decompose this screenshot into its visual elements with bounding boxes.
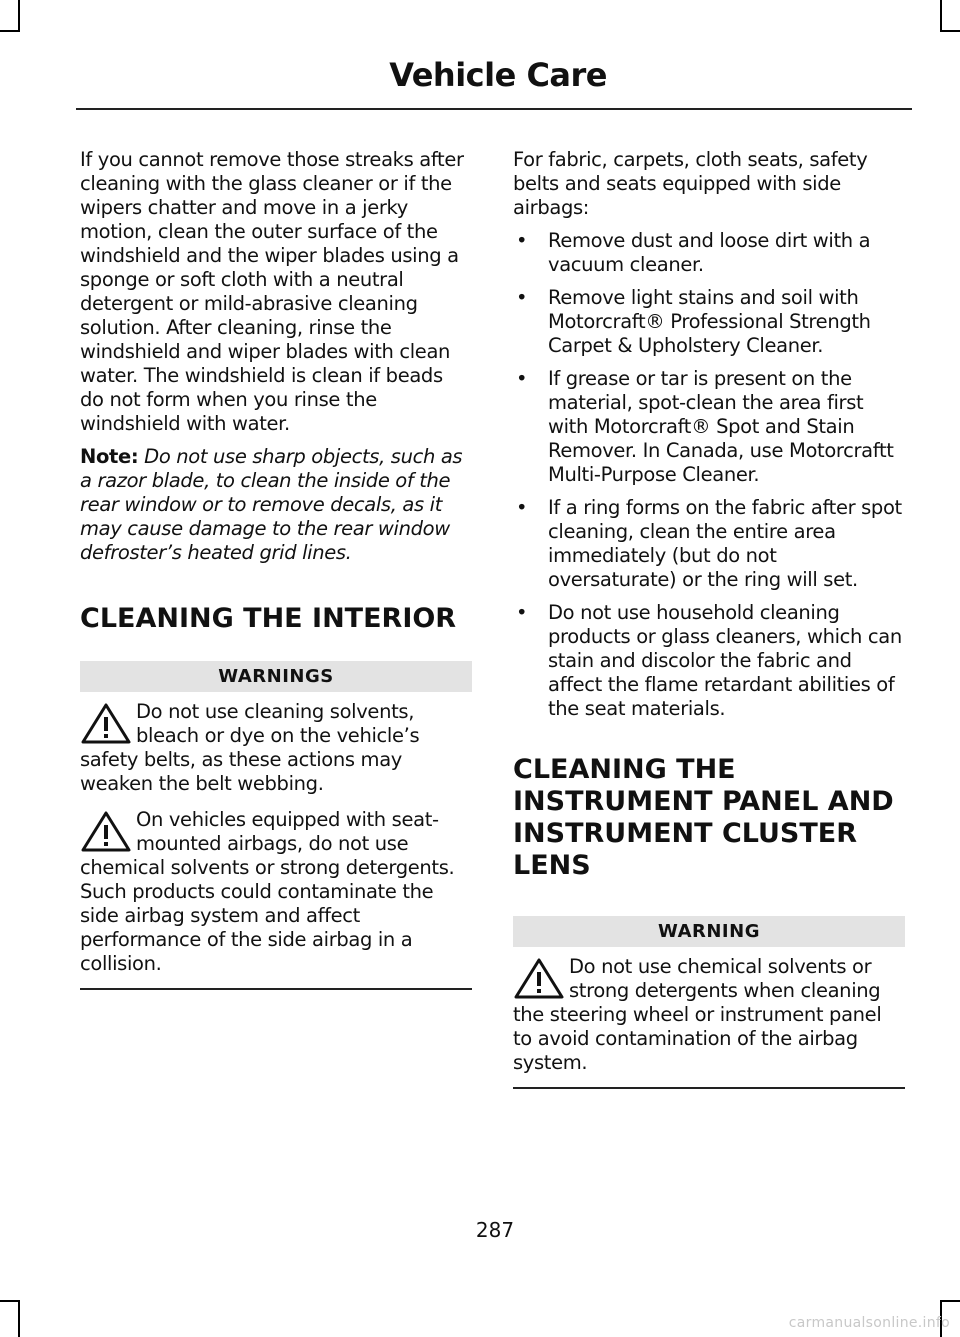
- warning-item: [80, 808, 472, 976]
- crop-mark: [18, 0, 20, 30]
- right-column: [513, 148, 905, 1089]
- list-item-text: If grease or tar is present on the material, spot-clean the area first with Motorcraft® Spot and Stain Remover. In Canada, use Motorcraftt Multi-Purpose Cleaner.: [548, 367, 894, 486]
- list-item: [513, 286, 905, 358]
- warning-text: On vehicles equipped with seat-mounted airbags, do not use chemical solvents or strong detergents. Such products could contaminate the side airbag system and affect performance of the side airbag in a collision.: [80, 808, 455, 975]
- crop-mark: [0, 30, 20, 32]
- warning-triangle-icon: [80, 702, 132, 746]
- warning-header: WARNING: [513, 916, 905, 947]
- bullet-symbol: •: [516, 286, 528, 309]
- header-divider: [76, 108, 912, 110]
- section-title-line: LENS: [513, 850, 591, 881]
- section-title-line: INSTRUMENT PANEL AND: [513, 786, 894, 817]
- crop-mark: [940, 30, 960, 32]
- left-column: [80, 148, 472, 990]
- crop-mark: [940, 1300, 960, 1302]
- note-label: Note:: [80, 445, 139, 468]
- fabric-intro-paragraph: For fabric, carpets, cloth seats, safety belts and seats equipped with side airbags:: [513, 148, 868, 219]
- crop-mark: [940, 0, 942, 30]
- list-item-text: Do not use household cleaning products or glass cleaners, which can stain and discolor the fabric and affect the flame retardant abilities of the seat materials.: [548, 601, 902, 720]
- warning-triangle-icon: [513, 957, 565, 1001]
- warning-triangle-icon: [80, 810, 132, 854]
- list-item: [513, 367, 905, 487]
- watermark: carmanualsonline.info: [788, 1315, 950, 1331]
- section-title-line: INSTRUMENT CLUSTER: [513, 818, 858, 849]
- list-item-text: Remove light stains and soil with Motorcraft® Professional Strength Carpet & Upholstery Cleaner.: [548, 286, 871, 357]
- list-item-text: Remove dust and loose dirt with a vacuum cleaner.: [548, 229, 871, 276]
- note-paragraph: [80, 445, 472, 565]
- section-title-cleaning-interior: CLEANING THE INTERIOR: [80, 603, 457, 634]
- crop-mark: [18, 1300, 20, 1337]
- fabric-cleaning-list: [513, 229, 905, 721]
- crop-mark: [0, 1300, 20, 1302]
- page-header-title: Vehicle Care: [389, 56, 607, 94]
- warning-text: Do not use chemical solvents or strong detergents when cleaning the steering wheel or instrument panel to avoid contamination of the airbag system.: [513, 955, 882, 1074]
- warning-text: Do not use cleaning solvents, bleach or dye on the vehicle’s safety belts, as these actions may weaken the belt webbing.: [80, 700, 420, 795]
- list-item-text: If a ring forms on the fabric after spot cleaning, clean the entire area immediately (but do not oversaturate) or the ring will set.: [548, 496, 902, 591]
- warnings-end-rule: [80, 988, 472, 990]
- bullet-symbol: •: [516, 601, 528, 624]
- list-item: [513, 496, 905, 592]
- section-title-instrument-panel: [513, 754, 905, 882]
- bullet-symbol: •: [516, 367, 528, 390]
- warning-item: [80, 700, 472, 796]
- warnings-header: WARNINGS: [80, 661, 472, 692]
- list-item: [513, 601, 905, 721]
- note-text: Do not use sharp objects, such as a razor blade, to clean the inside of the rear window or to remove decals, as it may cause damage to the rear window defroster’s heated grid lines.: [80, 445, 463, 564]
- section-title-line: CLEANING THE: [513, 754, 736, 785]
- page-number: 287: [475, 1218, 515, 1242]
- bullet-symbol: •: [516, 496, 528, 519]
- list-item: [513, 229, 905, 277]
- bullet-symbol: •: [516, 229, 528, 252]
- warning-item: [513, 955, 905, 1075]
- windshield-cleaning-paragraph: If you cannot remove those streaks after cleaning with the glass cleaner or if the wipers chatter and move in a jerky motion, clean the outer surface of the windshield and the wiper blades using a sponge or soft cloth with a neutral detergent or mild-abrasive cleaning solution. After cleaning, rinse the windshield and wiper blades with clean water. The windshield is clean if beads do not form when you rinse the windshield with water.: [80, 148, 464, 435]
- warning-end-rule: [513, 1087, 905, 1089]
